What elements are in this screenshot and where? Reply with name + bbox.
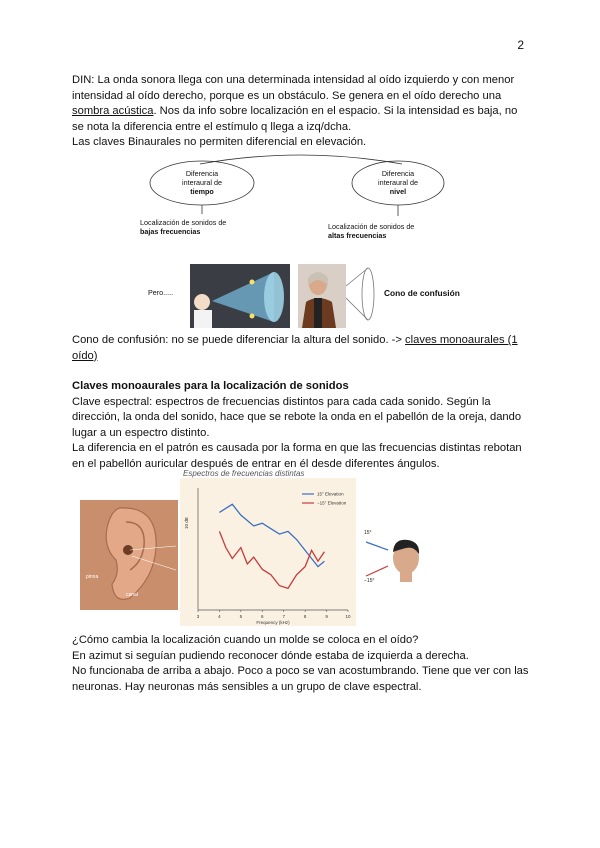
para1-line1: DIN: La onda sonora llega con una determinada intensidad al oído izquierdo y con menor [72, 74, 515, 86]
woman-photo [298, 264, 346, 328]
para3-line: No funcionaba de arriba a abajo. Poco a poco se van acostumbrando. Tiene que ver con las [72, 665, 529, 678]
woman-figure-icon [298, 264, 346, 328]
para3-line: En azimut si seguían pudiendo reconocer dónde estaba de izquierda a derecha. [72, 649, 469, 662]
right-oval-line: Diferencia [381, 169, 415, 178]
left-caption-line: Localización de sonidos de [140, 218, 227, 227]
left-oval-line: tiempo [190, 187, 214, 196]
para1-line4: se nota la diferencia entre el estímulo q llega a izq/dcha. [72, 120, 352, 133]
cone-label: Cono de confusión [384, 288, 460, 298]
x-tick-label: 3 [196, 614, 200, 619]
paragraph-din [72, 73, 534, 151]
right-caption-line: altas frecuencias [328, 231, 387, 240]
legend-label: 15° Elevation [317, 491, 344, 497]
ear-label-pinna: pinna [86, 574, 99, 580]
paragraph-molde [72, 633, 534, 695]
legend-label: −15° Elevation [317, 500, 347, 506]
right-oval-text [358, 169, 438, 196]
section-line: lugar a un espectro distinto. [72, 426, 210, 439]
figure2-title: Espectros de frecuencias distintas [183, 469, 305, 478]
frequency-chart [180, 478, 356, 626]
head-label-up: 15° [364, 530, 372, 536]
head-icon [364, 520, 424, 600]
x-tick-label: 6 [261, 614, 264, 619]
page-number: 2 [517, 38, 524, 52]
para1-line5: Las claves Binaurales no permiten diferencial en elevación. [72, 136, 367, 149]
series-line [219, 531, 324, 588]
section-heading: Claves monoaurales para la localización de sonidos [72, 380, 349, 392]
claves-monoaurales-link[interactable]: claves monoaurales (1 [405, 334, 518, 346]
left-oval-line: Diferencia [185, 169, 219, 178]
x-tick-label: 4 [218, 614, 221, 619]
section-line: dirección, la onda del sonido, hace que se rebote la onda en el pabellón de la oreja, dando [72, 411, 522, 424]
claves-monoaurales-link-cont[interactable]: oído) [72, 349, 98, 362]
right-oval-line: nivel [389, 187, 407, 196]
ear-photo [80, 500, 178, 610]
chart-svg [180, 478, 356, 626]
section-monoaurales [72, 379, 534, 473]
x-axis-label: Frequency (kHz) [256, 620, 290, 625]
head-diagram [364, 520, 424, 600]
cone-image-1 [190, 264, 290, 328]
para1-line3 [72, 104, 534, 120]
x-tick-label: 5 [239, 614, 243, 619]
right-caption-line: Localización de sonidos de [328, 222, 415, 231]
cone-shape [346, 262, 376, 328]
left-oval-text [162, 169, 242, 196]
cone-diagram-icon [190, 264, 290, 328]
cone-outline-icon [346, 262, 376, 328]
left-caption-line: bajas frecuencias [140, 227, 201, 236]
binaural-diagram [140, 152, 460, 248]
ear-label-canal: canal [126, 592, 138, 598]
head-label-down: −15° [364, 578, 375, 584]
sombra-acustica-link[interactable]: sombra acústica [72, 105, 154, 118]
section-line: La diferencia en el patrón es causada por la forma en que las frecuencias distintas rebotan [72, 442, 522, 455]
section-line: en el pabellón auricular después de entrar en él desde diferentes ángulos. [72, 457, 440, 470]
x-tick-label: 9 [325, 614, 328, 619]
pero-label: Pero..... [148, 288, 174, 297]
right-caption [328, 222, 460, 240]
x-tick-label: 7 [282, 614, 285, 619]
right-oval-line: interaural de [378, 178, 418, 187]
x-tick-label: 10 [345, 614, 351, 619]
para1-line3-rest: . Nos da info sobre localización en el espacio. Si la intensidad es baja, no [153, 105, 518, 118]
para1-line2: intensidad al oído derecho, porque es un obstáculo. Se genera en el oído derecho una [72, 89, 502, 102]
left-caption [140, 218, 270, 236]
para2-line1 [72, 333, 534, 349]
x-tick-label: 8 [303, 614, 307, 619]
paragraph-cono [72, 333, 534, 364]
section-line: Clave espectral: espectros de frecuencias distintos para cada cada sonido. Según la [72, 395, 491, 408]
y-axis-label: 10 dB [184, 517, 189, 529]
para3-line: ¿Cómo cambia la localización cuando un molde se coloca en el oído? [72, 634, 419, 646]
left-oval-line: interaural de [182, 178, 222, 187]
para3-line: neuronas. Hay neuronas más sensibles a un grupo de clave espectral. [72, 680, 422, 693]
para2-text: Cono de confusión: no se puede diferenciar la altura del sonido. -> [72, 334, 406, 346]
